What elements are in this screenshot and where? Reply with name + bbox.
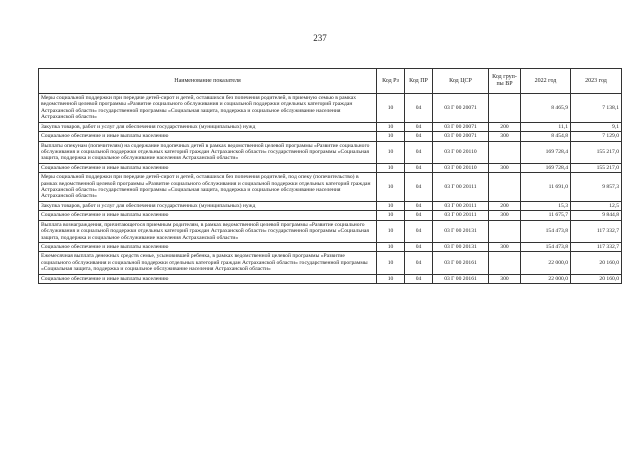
cell-vr	[489, 141, 521, 163]
cell-csr: 03 Г 00 20131	[433, 243, 489, 252]
cell-2023: 7 129,0	[571, 132, 622, 141]
cell-name: Выплаты опекунам (попечителям) на содержание подопечных детей в рамках ведомственной целевой программы «Развитие социального обслуживания и социальной поддержки отдельных категорий граждан Астраханской области» государственной программы «Социальная защита, поддержка и социальное обслуживание населения Астраханской области»	[39, 141, 377, 163]
cell-pr: 04	[405, 201, 433, 210]
cell-2023: 20 160,0	[571, 252, 622, 274]
cell-name: Ежемесячная выплата денежных средств семье, усыновившей ребенка, в рамках ведомственной целевой программы «Развитие социального обслуживания и социальной поддержки отдельных категорий граждан Астраханской области» государственной программы «Социальная защита, поддержка и социальное обслуживание населения Астраханской области»	[39, 252, 377, 274]
cell-vr: 300	[489, 163, 521, 172]
cell-pr: 04	[405, 243, 433, 252]
cell-vr: 200	[489, 201, 521, 210]
cell-2022: 15,3	[521, 201, 571, 210]
cell-2023: 117 332,7	[571, 220, 622, 242]
cell-vr: 300	[489, 132, 521, 141]
cell-rz: 10	[377, 211, 405, 220]
cell-name: Социальное обеспечение и иные выплаты населению	[39, 163, 377, 172]
cell-csr: 03 Г 00 20111	[433, 173, 489, 202]
header-2023: 2023 год	[571, 69, 622, 94]
table-header	[39, 69, 622, 94]
cell-rz: 10	[377, 243, 405, 252]
cell-2022: 11,1	[521, 122, 571, 131]
cell-rz: 10	[377, 163, 405, 172]
table-row	[39, 163, 622, 172]
cell-csr: 03 Г 00 20111	[433, 201, 489, 210]
cell-pr: 04	[405, 122, 433, 131]
cell-2023: 20 160,0	[571, 274, 622, 283]
cell-vr: 300	[489, 274, 521, 283]
cell-csr: 03 Г 00 20071	[433, 94, 489, 123]
cell-vr	[489, 252, 521, 274]
cell-name: Социальное обеспечение и иные выплаты населению	[39, 211, 377, 220]
page-number: 237	[313, 33, 327, 43]
cell-2023: 155 217,0	[571, 163, 622, 172]
cell-name: Меры социальной поддержки при передаче детей-сирот и детей, оставшихся без попечения родителей, под опеку (попечительство) в рамках ведомственной целевой программы «Развитие социального обслуживания и социальной поддержки отдельных категорий граждан Астраханской области» государственной программы «Социальная защита, поддержка и социальное обслуживание населения Астраханской области»	[39, 173, 377, 202]
cell-rz: 10	[377, 252, 405, 274]
cell-rz: 10	[377, 141, 405, 163]
header-pr: Код ПР	[405, 69, 433, 94]
cell-rz: 10	[377, 132, 405, 141]
cell-2022: 8 465,9	[521, 94, 571, 123]
cell-pr: 04	[405, 94, 433, 123]
cell-2023: 155 217,0	[571, 141, 622, 163]
cell-2022: 169 728,4	[521, 163, 571, 172]
cell-csr: 03 Г 00 20071	[433, 122, 489, 131]
cell-csr: 03 Г 00 20161	[433, 274, 489, 283]
cell-rz: 10	[377, 122, 405, 131]
cell-2022: 8 454,8	[521, 132, 571, 141]
header-2022: 2022 год	[521, 69, 571, 94]
cell-2023: 12,5	[571, 201, 622, 210]
cell-2023: 117 332,7	[571, 243, 622, 252]
cell-pr: 04	[405, 173, 433, 202]
table-row	[39, 173, 622, 202]
cell-name: Закупка товаров, работ и услуг для обеспечения государственных (муниципальных) нужд	[39, 122, 377, 131]
cell-vr: 300	[489, 243, 521, 252]
cell-pr: 04	[405, 163, 433, 172]
cell-2023: 9 844,8	[571, 211, 622, 220]
table-row	[39, 252, 622, 274]
cell-rz: 10	[377, 201, 405, 210]
budget-table	[38, 68, 622, 284]
cell-vr: 200	[489, 122, 521, 131]
cell-2023: 9,1	[571, 122, 622, 131]
cell-vr	[489, 220, 521, 242]
cell-2022: 154 473,8	[521, 220, 571, 242]
cell-name: Закупка товаров, работ и услуг для обеспечения государственных (муниципальных) нужд	[39, 201, 377, 210]
cell-pr: 04	[405, 252, 433, 274]
header-name: Наименование показателя	[39, 69, 377, 94]
cell-csr: 03 Г 00 20110	[433, 163, 489, 172]
header-csr: Код ЦСР	[433, 69, 489, 94]
cell-csr: 03 Г 00 20131	[433, 220, 489, 242]
table-row	[39, 243, 622, 252]
cell-csr: 03 Г 00 20071	[433, 132, 489, 141]
cell-vr: 300	[489, 211, 521, 220]
cell-csr: 03 Г 00 20161	[433, 252, 489, 274]
cell-pr: 04	[405, 211, 433, 220]
table-row	[39, 274, 622, 283]
header-row	[39, 69, 622, 94]
cell-name: Социальное обеспечение и иные выплаты населению	[39, 132, 377, 141]
cell-vr	[489, 94, 521, 123]
cell-pr: 04	[405, 274, 433, 283]
cell-2022: 11 675,7	[521, 211, 571, 220]
cell-2022: 169 728,4	[521, 141, 571, 163]
cell-name: Социальное обеспечение и иные выплаты населению	[39, 274, 377, 283]
cell-pr: 04	[405, 132, 433, 141]
cell-rz: 10	[377, 94, 405, 123]
header-vr: Код груп-пы ВР	[489, 69, 521, 94]
cell-2022: 22 000,0	[521, 274, 571, 283]
cell-2022: 154 473,8	[521, 243, 571, 252]
cell-name: Меры социальной поддержки при передаче детей-сирот и детей, оставшихся без попечения родителей, в приемную семью в рамках ведомственной целевой программы «Развитие социального обслуживания и социальной поддержки отдельных категорий граждан Астраханской области» государственной программы «Социальная защита, поддержка и социальное обслуживание населения Астраханской области»	[39, 94, 377, 123]
cell-csr: 03 Г 00 20110	[433, 141, 489, 163]
cell-vr	[489, 173, 521, 202]
cell-rz: 10	[377, 274, 405, 283]
cell-2023: 9 857,3	[571, 173, 622, 202]
header-rz: Код Рз	[377, 69, 405, 94]
table-body	[39, 94, 622, 284]
table-row	[39, 220, 622, 242]
table-row	[39, 132, 622, 141]
table-row	[39, 94, 622, 123]
cell-rz: 10	[377, 173, 405, 202]
cell-2023: 7 138,1	[571, 94, 622, 123]
table-row	[39, 211, 622, 220]
table-row	[39, 141, 622, 163]
table-row	[39, 122, 622, 131]
table-row	[39, 201, 622, 210]
cell-2022: 22 000,0	[521, 252, 571, 274]
cell-2022: 11 691,0	[521, 173, 571, 202]
cell-csr: 03 Г 00 20111	[433, 211, 489, 220]
cell-name: Выплата вознаграждения, причитающегося приемным родителям, в рамках ведомственной целевой программы «Развитие социального обслуживания и социальной поддержки отдельных категорий граждан Астраханской области» государственной программы «Социальная защита, поддержка и социальное обслуживание населения Астраханской области»	[39, 220, 377, 242]
cell-name: Социальное обеспечение и иные выплаты населению	[39, 243, 377, 252]
cell-rz: 10	[377, 220, 405, 242]
cell-pr: 04	[405, 141, 433, 163]
cell-pr: 04	[405, 220, 433, 242]
